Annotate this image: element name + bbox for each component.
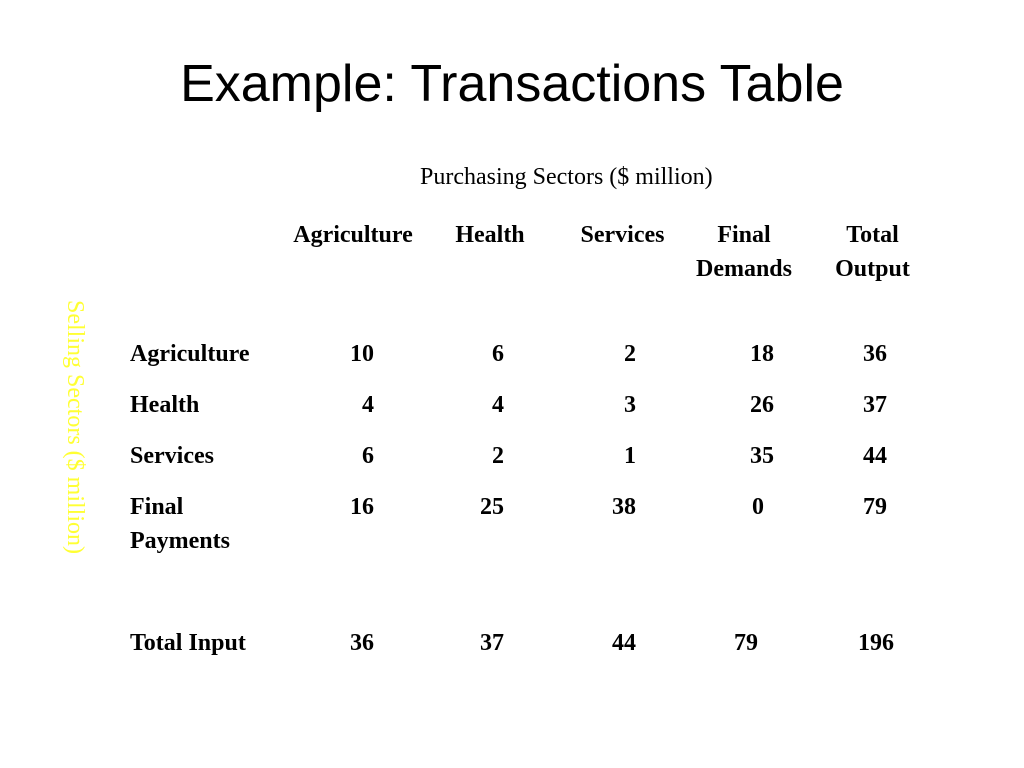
- table-cell: 36: [863, 341, 887, 367]
- table-cell: 196: [858, 630, 894, 656]
- table-cell: 44: [612, 630, 636, 656]
- column-header-health: Health: [455, 222, 525, 248]
- purchasing-sectors-label: Purchasing Sectors ($ million): [420, 164, 713, 190]
- column-header-total-output: Total Output: [835, 222, 910, 282]
- column-header-agriculture: Agriculture: [293, 222, 413, 248]
- table-cell: 3: [624, 392, 636, 418]
- table-cell: 18: [750, 341, 774, 367]
- table-cell: 4: [492, 392, 504, 418]
- table-cell: 4: [362, 392, 374, 418]
- slide-title: Example: Transactions Table: [180, 55, 844, 113]
- table-cell: 6: [492, 341, 504, 367]
- row-label-services: Services: [130, 443, 214, 469]
- table-cell: 38: [612, 494, 636, 520]
- table-cell: 26: [750, 392, 774, 418]
- table-cell: 2: [624, 341, 636, 367]
- table-cell: 35: [750, 443, 774, 469]
- row-label-health: Health: [130, 392, 200, 418]
- row-label-total-input: Total Input: [130, 630, 246, 656]
- table-cell: 0: [752, 494, 764, 520]
- table-cell: 79: [863, 494, 887, 520]
- column-header-services: Services: [580, 222, 665, 248]
- table-cell: 36: [350, 630, 374, 656]
- table-cell: 37: [863, 392, 887, 418]
- table-cell: 6: [362, 443, 374, 469]
- row-label-agriculture: Agriculture: [130, 341, 250, 367]
- table-cell: 10: [350, 341, 374, 367]
- table-cell: 25: [480, 494, 504, 520]
- table-cell: 44: [863, 443, 887, 469]
- selling-sectors-label: Selling Sectors ($ million): [62, 300, 88, 554]
- table-cell: 16: [350, 494, 374, 520]
- column-header-final-demands: Final Demands: [695, 222, 792, 282]
- table-cell: 2: [492, 443, 504, 469]
- row-label-final-payments: Final Payments: [130, 494, 230, 554]
- table-cell: 1: [624, 443, 636, 469]
- table-cell: 37: [480, 630, 504, 656]
- table-cell: 79: [734, 630, 758, 656]
